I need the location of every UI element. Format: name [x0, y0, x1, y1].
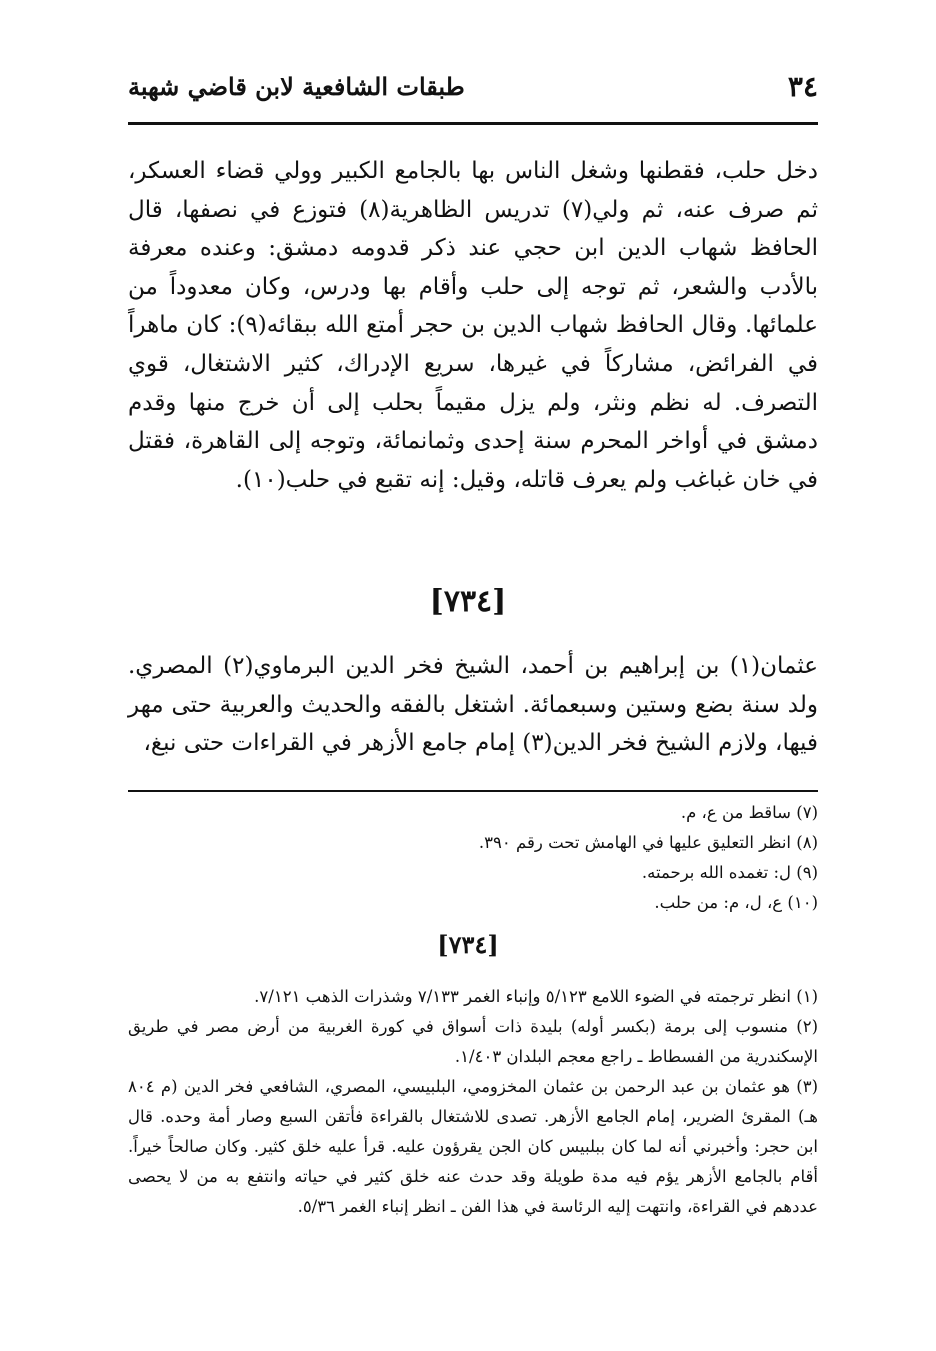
- footnote-10: (١٠) ع، ل، م: من حلب.: [654, 893, 818, 912]
- running-title: طبقات الشافعية لابن قاضي شهبة: [128, 72, 465, 101]
- footnote-1: (١) انظر ترجمته في الضوء اللامع ٥/١٢٣ وإنباء الغمر ٧/١٣٣ وشذرات الذهب ٧/١٢١.: [254, 987, 818, 1006]
- page-number: ٣٤: [787, 70, 818, 103]
- footnote-8: (٨) انظر التعليق عليها في الهامش تحت رقم ٣٩٠.: [478, 833, 818, 852]
- footnote-9: (٩) ل: تغمده الله برحمته.: [641, 863, 818, 882]
- entry-number-heading: [٧٣٤]: [429, 584, 507, 619]
- header-rule: [128, 122, 818, 125]
- entry-biography-paragraph: عثمان(١) بن إبراهيم بن أحمد، الشيخ فخر الدين البرماوي(٢) المصري. ولد سنة بضع وستين وسبعمائة. اشتغل بالفقه والحديث والعربية حتى مهر فيها، ولازم الشيخ فخر الدين(٣) إمام جامع الأزهر في القراءات حتى نبغ،: [128, 653, 819, 757]
- footnotes-entry-heading: [٧٣٤]: [437, 930, 499, 959]
- continued-biography-paragraph: دخل حلب، فقطنها وشغل الناس بها بالجامع الكبير وولي قضاء العسكر، ثم صرف عنه، ثم ولي(٧) تدريس الظاهرية(٨) فتوزع في نصفها، قال الحافظ شهاب الدين ابن حجي عند ذكر قدومه دمشق: وعنده معرفة بالأدب والشعر، ثم توجه إلى حلب وأقام بها ودرس، وكان معدوداً من علمائها. وقال الحافظ شهاب الدين بن حجر أمتع الله ببقائه(٩): كان ماهراً في الفرائض، مشاركاً في غيرها، سريع الإدراك، كثير الاشتغال، قوي التصرف. له نظم ونثر، ولم يزل مقيماً بحلب إلى أن خرج منها وقدم دمشق في أواخر المحرم سنة إحدى وثمانمائة، وتوجه إلى القاهرة، فقتل في خان غباغب ولم يعرف قاتله، وقيل: إنه تقبع في حلب(١٠).: [128, 158, 819, 493]
- footnote-3: (٣) هو عثمان بن عبد الرحمن بن عثمان المخزومي، البلبيسي، المصري، الشافعي فخر الدين (م ٨٠٤ هـ) المقرئ الضرير، إمام الجامع الأزهر. تصدى للاشتغال بالقراءة فأتقن السبع وصار أمة وحده. قال ابن حجر: وأخبرني أنه لما كان ببلبيس كان الجن يقرؤون عليه. قرأ عليه خلق كثير. وكان صالحاً خيراً. أقام بالجامع الأزهر يؤم فيه مدة طويلة وقد حدث عنه خلق كثير في حياته وانتفع به من لا يحصى عددهم في القراءة، وانتهت إليه الرئاسة في هذا الفن ـ انظر إنباء الغمر ٥/٣٦.: [128, 1077, 818, 1216]
- footnote-separator: [128, 790, 818, 792]
- footnote-7: (٧) ساقط من ع، م.: [680, 803, 818, 822]
- footnotes-previous-entry: [128, 798, 818, 918]
- footnote-2: (٢) منسوب إلى برمة (بكسر أوله) بليدة ذات أسواق في كورة الغربية من أرض مصر في طريق الإسكندرية من الفسطاط ـ راجع معجم البلدان ١/٤٠٣.: [128, 1017, 818, 1066]
- footnotes-current-entry: [128, 982, 818, 1222]
- page-header: [128, 62, 818, 120]
